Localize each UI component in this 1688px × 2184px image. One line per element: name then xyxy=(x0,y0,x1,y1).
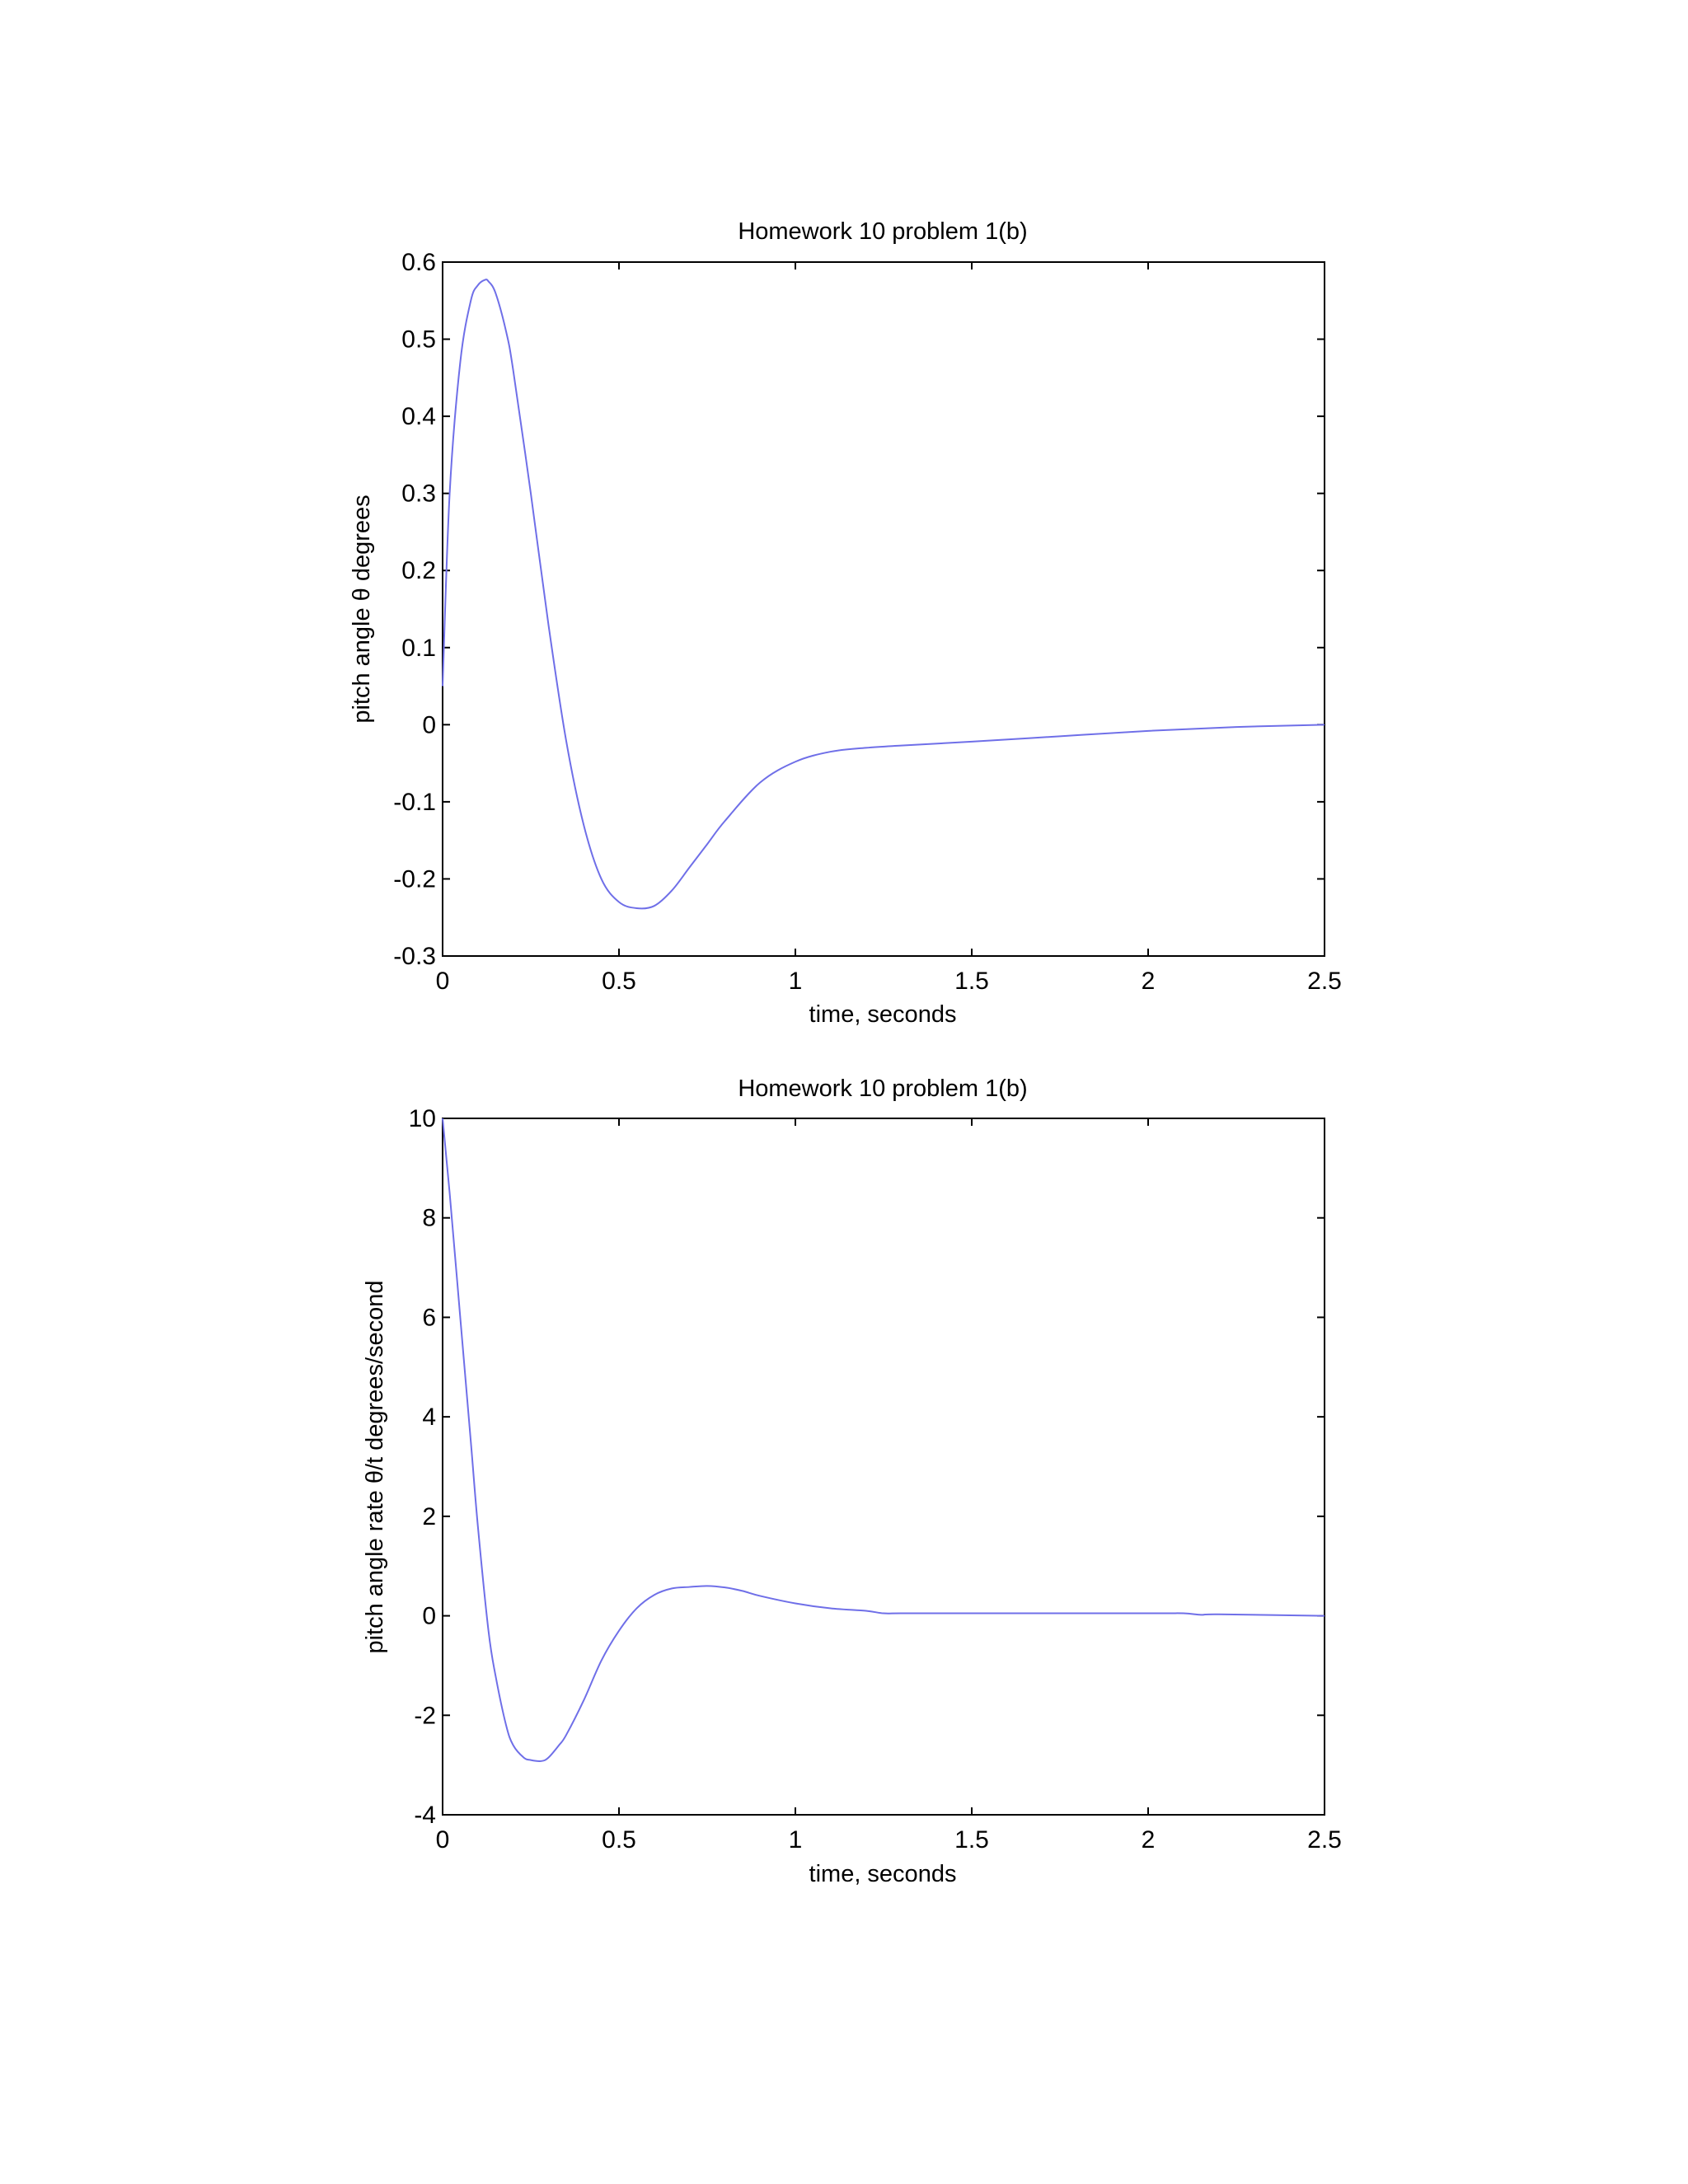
y-tick-label: 0.2 xyxy=(401,557,436,585)
y-tick-label: 10 xyxy=(408,1105,436,1132)
plot-title: Homework 10 problem 1(b) xyxy=(738,218,1028,245)
x-tick-label: 2 xyxy=(1141,1826,1156,1854)
y-tick-label: 6 xyxy=(422,1304,436,1332)
x-tick-label: 0 xyxy=(435,968,450,995)
x-tick-label: 1.5 xyxy=(954,1826,989,1854)
x-tick-label: 2.5 xyxy=(1307,968,1342,995)
x-tick-label: 1 xyxy=(788,968,803,995)
y-tick-label: 0 xyxy=(422,1602,436,1630)
y-axis-label: pitch angle θ degrees xyxy=(349,494,375,724)
y-tick-label: 2 xyxy=(422,1502,436,1530)
x-tick-label: 1.5 xyxy=(954,968,989,995)
x-axis-label: time, seconds xyxy=(809,1001,957,1028)
y-tick-label: -0.1 xyxy=(393,788,436,816)
y-tick-label: -2 xyxy=(414,1702,436,1730)
plot-title: Homework 10 problem 1(b) xyxy=(738,1076,1028,1102)
x-tick-label: 0.5 xyxy=(602,968,636,995)
x-tick-label: 0.5 xyxy=(602,1826,636,1854)
y-tick-label: 8 xyxy=(422,1204,436,1232)
x-tick-label: 2.5 xyxy=(1307,1826,1342,1854)
y-tick-label: -0.2 xyxy=(393,865,436,893)
y-tick-label: 0.3 xyxy=(401,480,436,508)
y-tick-label: 0.6 xyxy=(401,249,436,276)
y-tick-label: 0.1 xyxy=(401,634,436,662)
x-tick-label: 1 xyxy=(788,1826,803,1854)
x-axis-label: time, seconds xyxy=(809,1861,957,1887)
y-tick-label: 4 xyxy=(422,1404,436,1432)
x-tick-label: 2 xyxy=(1141,968,1156,995)
y-tick-label: 0.4 xyxy=(401,403,436,431)
y-axis-label: pitch angle rate θ/t degrees/second xyxy=(362,1280,388,1654)
y-tick-label: -4 xyxy=(414,1802,436,1829)
y-tick-label: 0 xyxy=(422,711,436,739)
x-tick-label: 0 xyxy=(435,1826,450,1854)
y-tick-label: -0.3 xyxy=(393,943,436,970)
y-tick-label: 0.5 xyxy=(401,326,436,354)
